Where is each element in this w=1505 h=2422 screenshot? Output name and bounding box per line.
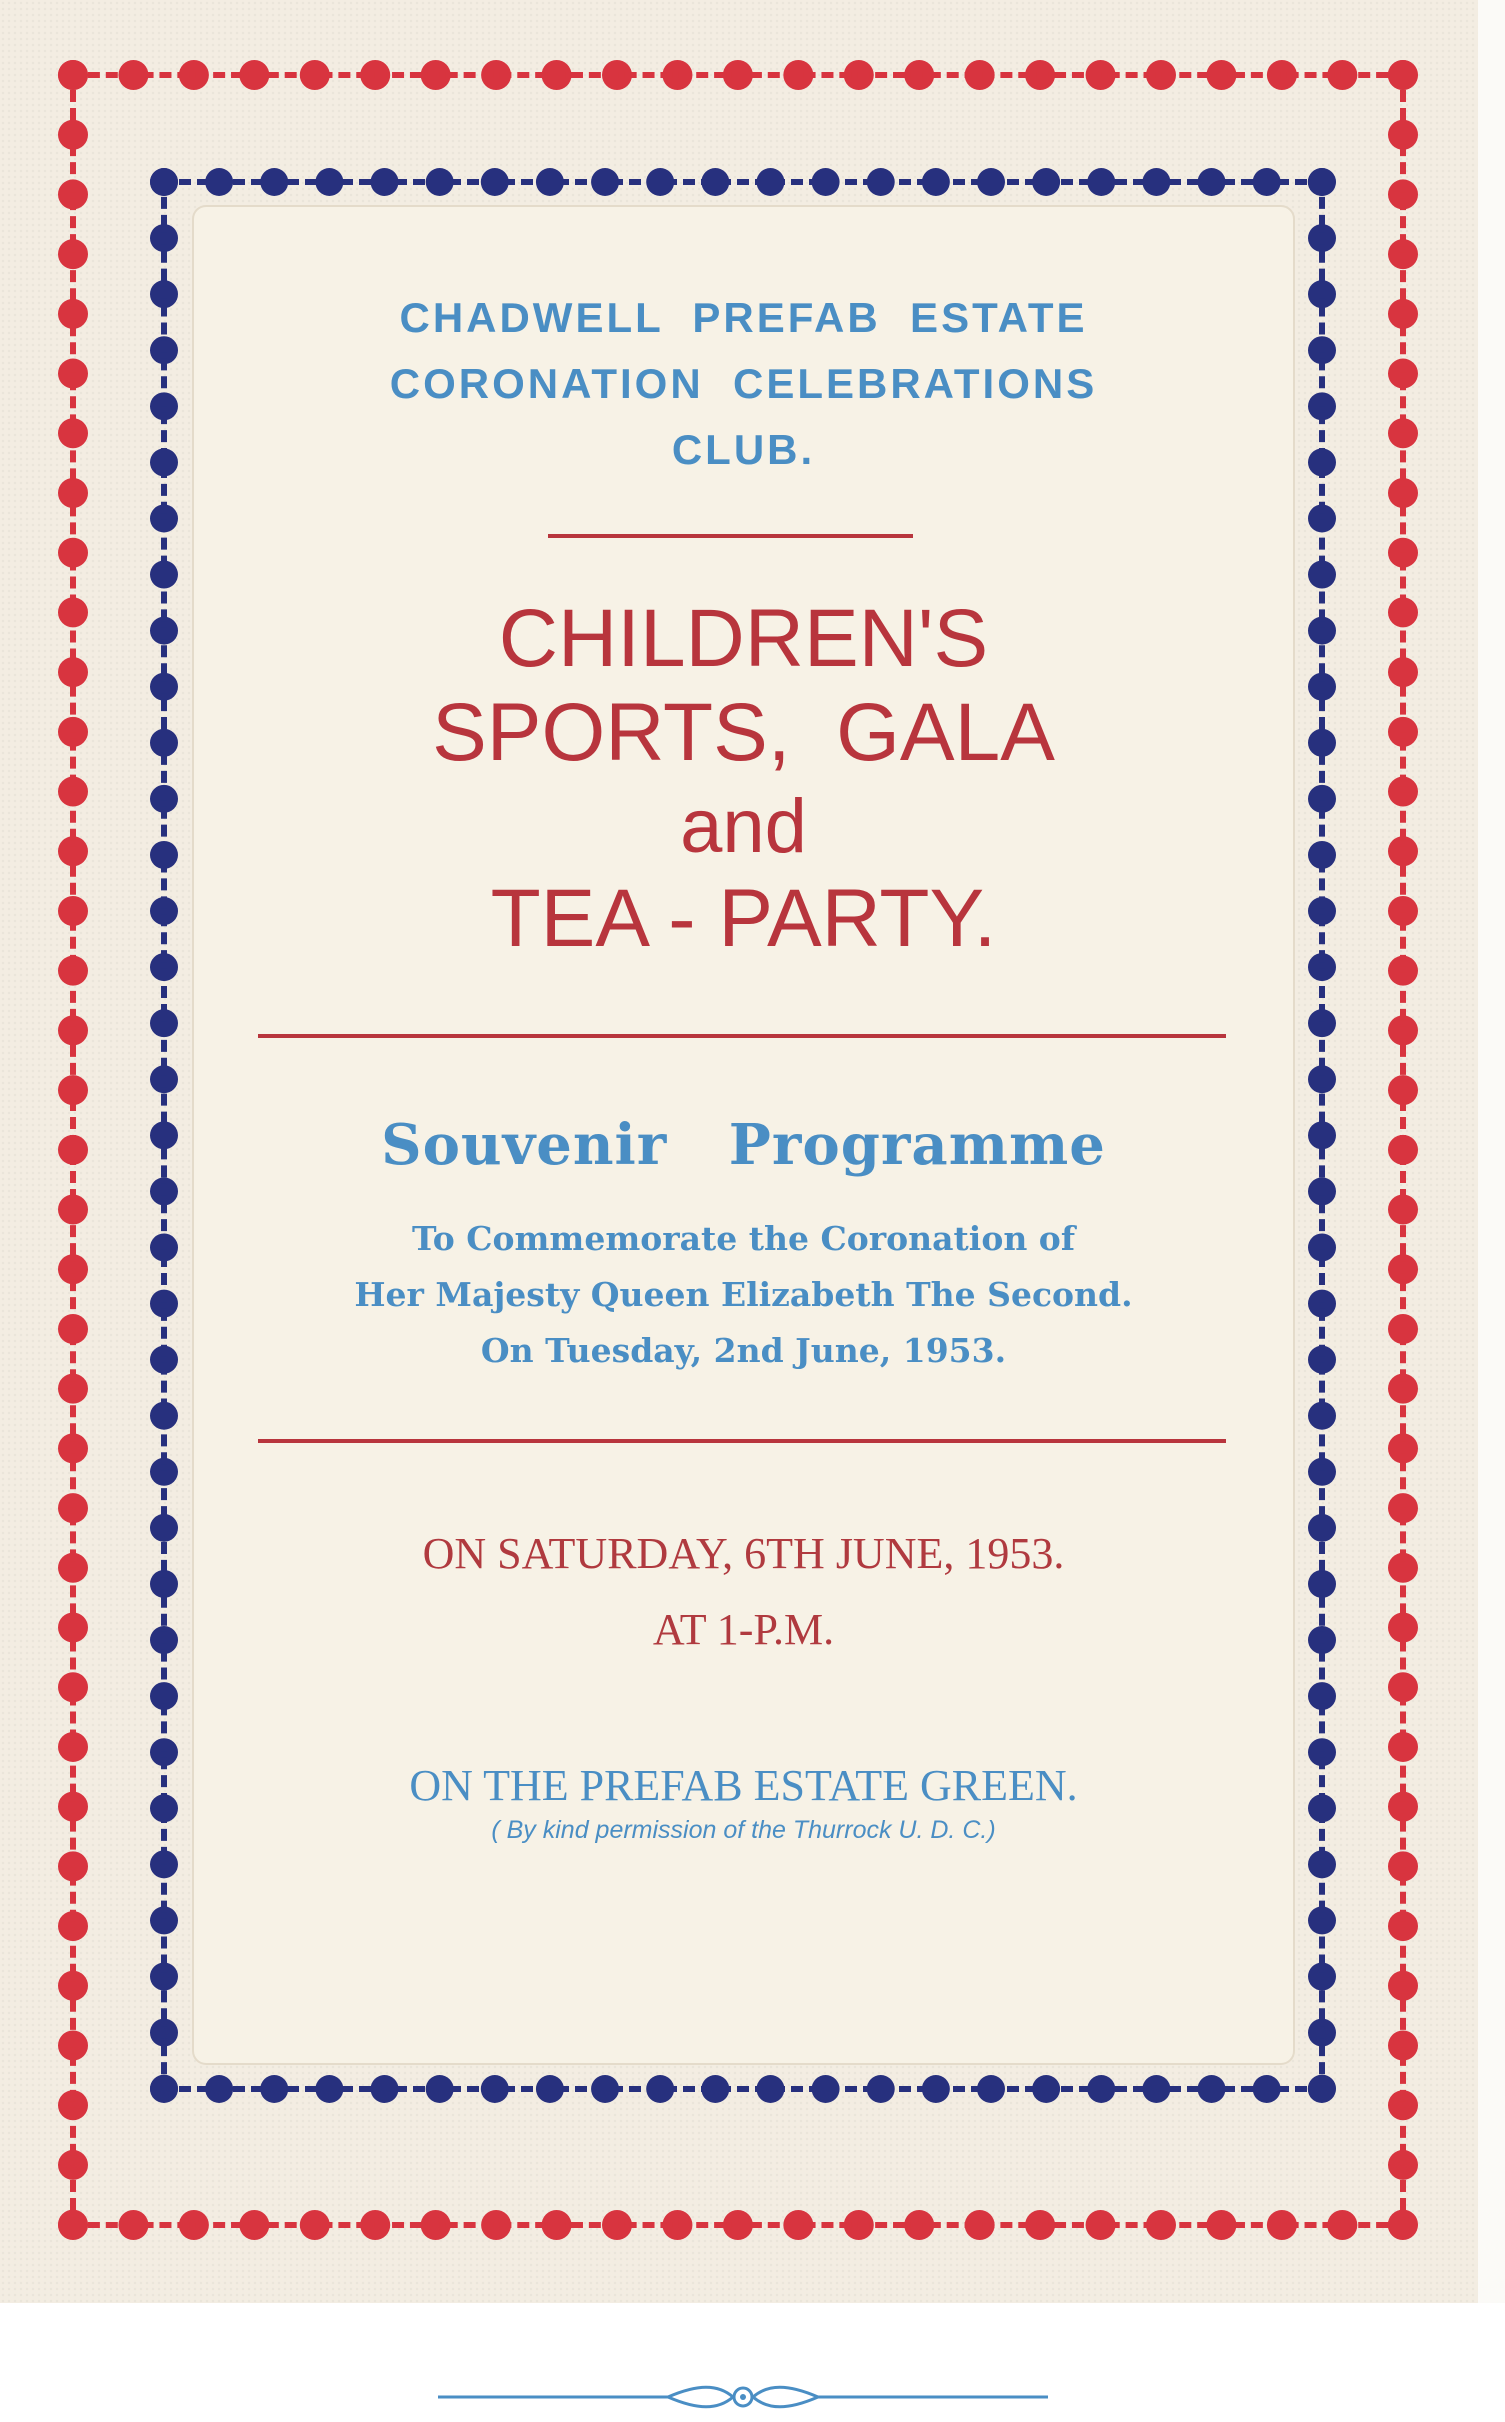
event-line-2: SPORTS, GALA <box>432 687 1055 778</box>
club-line-3: CLUB. <box>671 426 816 473</box>
club-line-1: CHADWELL PREFAB ESTATE <box>399 294 1088 341</box>
event-line-3: and <box>680 784 807 869</box>
event-location: ON THE PREFAB ESTATE GREEN. <box>409 1761 1078 1810</box>
divider-1 <box>258 1034 1226 1038</box>
permission-note: ( By kind permission of the Thurrock U. D. C.) <box>491 1816 996 1844</box>
club-line-2: CORONATION CELEBRATIONS <box>389 360 1098 407</box>
short-divider <box>548 534 913 538</box>
souvenir-title: Souvenir Programme <box>381 1112 1106 1178</box>
ornament-divider-icon <box>438 2372 1048 2422</box>
souvenir-line-2: Her Majesty Queen Elizabeth The Second. <box>354 1275 1133 1314</box>
event-line-4: TEA - PARTY. <box>490 873 997 964</box>
souvenir-line-1: To Commemorate the Coronation of <box>411 1219 1076 1258</box>
event-date: ON SATURDAY, 6TH JUNE, 1953. <box>422 1529 1065 1578</box>
event-time: AT 1-P.M. <box>652 1605 835 1654</box>
card-edge <box>1478 0 1505 2303</box>
event-line-1: CHILDREN'S <box>498 593 989 684</box>
divider-2 <box>258 1439 1226 1443</box>
souvenir-line-3: On Tuesday, 2nd June, 1953. <box>480 1331 1007 1370</box>
